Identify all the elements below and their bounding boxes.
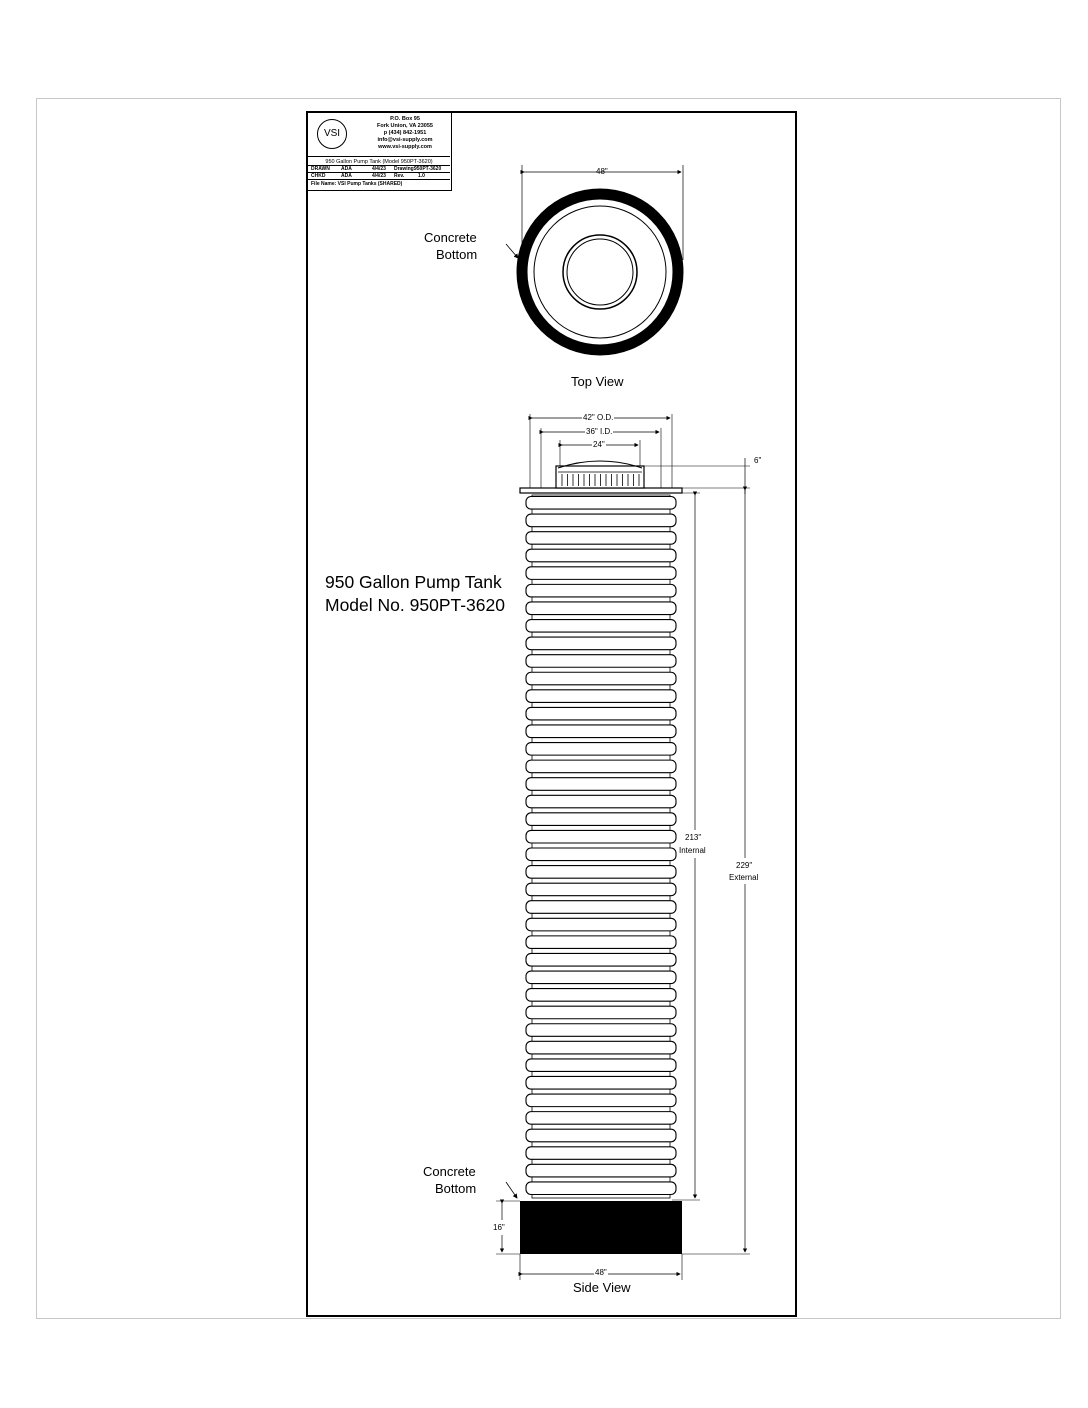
website-line: www.vsi-supply.com bbox=[378, 144, 432, 150]
company-address bbox=[360, 116, 450, 151]
id-label: 36" I.D. bbox=[586, 427, 613, 436]
external-label: External bbox=[729, 873, 759, 882]
drawing-description: 950 Gallon Pump Tank (Model 950PT-3620) bbox=[308, 156, 450, 166]
top-view-concrete-label-2: Bottom bbox=[436, 247, 478, 262]
address-line: Fork Union, VA 23055 bbox=[377, 123, 433, 129]
drawing-sheet bbox=[306, 111, 797, 1317]
address-line: P.O. Box 95 bbox=[390, 116, 420, 122]
file-name: File Name: VSI Pump Tanks (SHARED) bbox=[311, 181, 403, 187]
phone-line: p (434) 842-1951 bbox=[383, 130, 427, 136]
top-view-width-label: 48" bbox=[596, 167, 608, 176]
od-label: 42" O.D. bbox=[583, 413, 614, 422]
riser-height-label: 6" bbox=[754, 456, 762, 465]
top-view-concrete-label: Concrete bbox=[424, 230, 477, 245]
side-view-concrete-label: Concrete bbox=[423, 1164, 476, 1179]
base-width-label: 48" bbox=[595, 1268, 607, 1277]
internal-label: Internal bbox=[679, 846, 706, 855]
side-view-caption: Side View bbox=[573, 1280, 631, 1295]
product-name: 950 Gallon Pump Tank bbox=[325, 572, 502, 592]
drawn-row: DRAWN ADA 4/4/23 Drawing: 950PT-3620 bbox=[308, 166, 450, 173]
email-line: info@vsi-supply.com bbox=[377, 137, 433, 143]
product-model: Model No. 950PT-3620 bbox=[325, 595, 505, 615]
title-block bbox=[308, 113, 452, 191]
checked-row: CHKD ADA 4/4/23 Rev. 1.0 bbox=[308, 173, 450, 180]
side-view-concrete-label-2: Bottom bbox=[435, 1181, 477, 1196]
vsi-logo: VSI bbox=[317, 119, 347, 149]
external-height-label: 229" bbox=[736, 861, 753, 870]
internal-height-label: 213" bbox=[685, 833, 702, 842]
lid-label: 24" bbox=[593, 440, 605, 449]
base-height-label: 16" bbox=[493, 1223, 505, 1232]
top-view-caption: Top View bbox=[571, 374, 624, 389]
